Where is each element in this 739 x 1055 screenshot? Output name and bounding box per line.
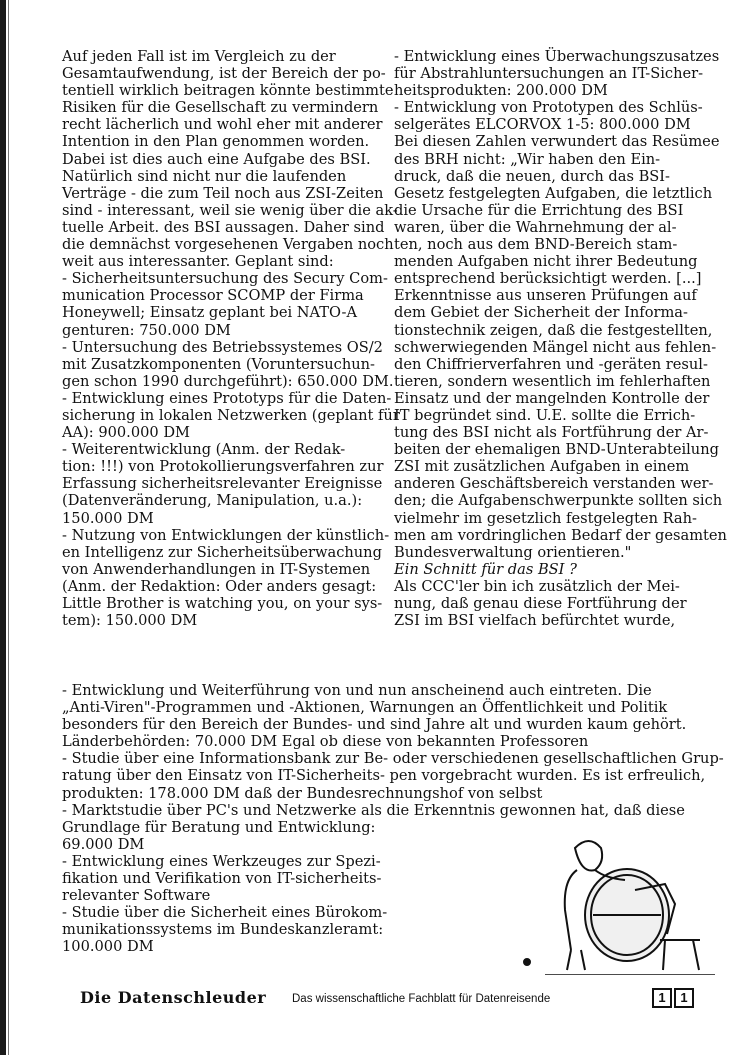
text-line: Als CCC'ler bin ich zusätzlich der Mei-: [394, 577, 680, 595]
text-line: - Marktstudie über PC's und Netzwerke als die Erkenntnis gewonnen hat, daß diese: [62, 801, 685, 819]
text-line: Bundesverwaltung orientieren.": [394, 543, 632, 561]
text-line: schwerwiegenden Mängel nicht aus fehlen-: [394, 338, 717, 356]
text-line: Little Brother is watching you, on your sys-: [62, 595, 383, 612]
text-line: AA): 900.000 DM: [62, 424, 190, 442]
text-line: Auf jeden Fall ist im Vergleich zu der: [62, 48, 336, 65]
text-line: tionstechnik zeigen, daß die festgestellten,: [394, 321, 713, 339]
text-line: entsprechend berücksichtigt werden. [...]: [394, 270, 702, 288]
text-line: vielmehr im gesetzlich festgelegten Rah-: [394, 509, 697, 527]
magazine-tagline: Das wissenschaftliche Fachblatt für Datenreisende: [292, 993, 551, 1005]
text-line: tuelle Arbeit. des BSI aussagen. Daher sind: [62, 218, 385, 236]
page-number: [652, 988, 694, 1008]
text-line: dem Gebiet der Sicherheit der Informa-: [394, 304, 688, 322]
text-line: gen schon 1990 durchgeführt): 650.000 DM.: [62, 372, 394, 390]
text-line: tion: !!!) von Protokollierungsverfahren zur: [62, 458, 384, 476]
text-line: den Chiffrierverfahren und -geräten resul-: [394, 355, 708, 373]
tail-two-column-lines: [62, 682, 724, 853]
text-line: Ein Schnitt für das BSI ?: [394, 560, 577, 578]
text-line: Natürlich sind nicht nur die laufenden: [62, 167, 347, 185]
text-line: Intention in den Plan genommen worden.: [62, 133, 370, 151]
text-line: Verträge - die zum Teil noch aus ZSI-Zeiten: [62, 184, 384, 202]
text-line: Grundlage für Beratung und Entwicklung:: [62, 818, 376, 836]
magazine-brand: Die Datenschleuder: [80, 988, 267, 1007]
text-line: selgerätes ELCORVOX 1-5: 800.000 DM: [394, 116, 691, 134]
text-line: den; die Aufgabenschwerpunkte sollten sich: [394, 492, 723, 510]
text-line: für Abstrahluntersuchungen an IT-Sicher-: [394, 65, 704, 83]
text-line: des BRH nicht: „Wir haben den Ein-: [394, 150, 661, 168]
page-digit: 1: [652, 988, 672, 1008]
text-line: fikation und Verifikation von IT-sicherheits-: [62, 870, 382, 888]
text-line: beiten der ehemaligen BND-Unterabteilung: [394, 441, 719, 459]
text-line: - Entwicklung eines Überwachungszusatzes: [394, 48, 720, 65]
left-column-bottom: [62, 853, 392, 956]
text-line: ratung über den Einsatz von IT-Sicherheits- pen vorgebracht wurden. Es ist erfreulich,: [62, 767, 706, 785]
text-line: - Studie über eine Informationsbank zur Be- oder verschiedenen gesellschaftlichen Grup-: [62, 750, 724, 768]
text-line: - Entwicklung eines Prototyps für die Daten-: [62, 389, 392, 407]
text-line: (Datenveränderung, Manipulation, u.a.):: [62, 492, 363, 510]
text-line: munication Processor SCOMP der Firma: [62, 287, 364, 305]
scan-edge: [0, 0, 6, 1055]
text-line: - Untersuchung des Betriebssystemes OS/2: [62, 338, 383, 356]
text-line: die Ursache für die Errichtung des BSI: [394, 201, 684, 219]
text-line: ZSI im BSI vielfach befürchtet wurde,: [394, 612, 676, 630]
text-line: - Nutzung von Entwicklungen der künstlich-: [62, 526, 390, 544]
text-line: Länderbehörden: 70.000 DM Egal ob diese von bekannten Professoren: [62, 733, 589, 751]
text-line: Einsatz und der mangelnden Kontrolle der: [394, 389, 710, 407]
text-line: die demnächst vorgesehenen Vergaben noch: [62, 236, 394, 254]
text-line: en Intelligenz zur Sicherheitsüberwachung: [62, 543, 382, 561]
text-line: - Studie über die Sicherheit eines Bürokom-: [62, 904, 388, 922]
text-line: Dabei ist dies auch eine Aufgabe des BSI.: [62, 150, 371, 168]
right-column: [394, 48, 729, 629]
text-line: anderen Geschäftsbereich verstanden wer-: [394, 475, 714, 493]
text-line: Honeywell; Einsatz geplant bei NATO-A: [62, 304, 358, 322]
text-line: menden Aufgaben nicht ihrer Bedeutung: [394, 253, 698, 271]
text-line: tem): 150.000 DM: [62, 612, 198, 630]
text-line: - Sicherheitsuntersuchung des Secury Com-: [62, 270, 388, 288]
text-line: men am vordringlichen Bedarf der gesamten: [394, 526, 727, 544]
text-line: waren, über die Wahrnehmung der al-: [394, 218, 677, 236]
text-line: Erfassung sicherheitsrelevanter Ereignisse: [62, 475, 383, 493]
text-line: Gesetz festgelegten Aufgaben, die letztlich: [394, 184, 713, 202]
text-line: ten, noch aus dem BND-Bereich stam-: [394, 236, 678, 254]
text-line: munikationssystems im Bundeskanzleramt:: [62, 921, 384, 939]
text-line: recht lächerlich und wohl eher mit anderer: [62, 116, 383, 134]
text-line: genturen: 750.000 DM: [62, 321, 231, 339]
text-line: - Entwicklung und Weiterführung von und nun anscheinend auch eintreten. Die: [62, 682, 652, 699]
text-line: 69.000 DM: [62, 835, 145, 853]
text-line: nung, daß genau diese Fortführung der: [394, 595, 687, 612]
text-line: - Entwicklung eines Werkzeuges zur Spezi-: [62, 853, 381, 870]
text-line: druck, daß die neuen, durch das BSI-: [394, 167, 670, 185]
text-line: Bei diesen Zahlen verwundert das Resümee: [394, 133, 720, 151]
text-line: Risiken für die Gesellschaft zu vermindern: [62, 99, 379, 117]
text-line: besonders für den Bereich der Bundes- und sind Jahre alt und wurden kaum gehört.: [62, 716, 687, 734]
text-line: 150.000 DM: [62, 509, 154, 527]
text-line: produkten: 178.000 DM daß der Bundesrechnungshof von selbst: [62, 784, 543, 802]
text-line: heitsprodukten: 200.000 DM: [394, 82, 608, 100]
text-line: „Anti-Viren"-Programmen und -Aktionen, Warnungen an Öffentlichkeit und Politik: [62, 699, 668, 717]
text-line: IT begründet sind. U.E. sollte die Errich-: [394, 406, 696, 424]
text-line: Gesamtaufwendung, ist der Bereich der po-: [62, 65, 386, 83]
text-line: - Weiterentwicklung (Anm. der Redak-: [62, 441, 346, 459]
text-line: 100.000 DM: [62, 938, 154, 956]
text-line: - Entwicklung von Prototypen des Schlüs-: [394, 99, 703, 117]
text-line: sind - interessant, weil sie wenig über die ak-: [62, 201, 398, 219]
page-digit: 1: [674, 988, 694, 1008]
text-line: tieren, sondern wesentlich im fehlerhaften: [394, 372, 711, 390]
text-line: weit aus interessanter. Geplant sind:: [62, 253, 334, 271]
text-line: relevanter Software: [62, 887, 211, 905]
text-line: tentiell wirklich beitragen könnte bestimmte: [62, 82, 394, 100]
text-line: ZSI mit zusätzlichen Aufgaben in einem: [394, 458, 690, 476]
text-line: sicherung in lokalen Netzwerken (geplant für: [62, 406, 400, 424]
text-line: tung des BSI nicht als Fortführung der Ar-: [394, 424, 709, 442]
man-grinding-wheel-illustration: [515, 830, 720, 975]
text-line: (Anm. der Redaktion: Oder anders gesagt:: [62, 577, 377, 595]
text-line: von Anwenderhandlungen in IT-Systemen: [62, 560, 371, 578]
text-line: Erkenntnisse aus unseren Prüfungen auf: [394, 287, 697, 305]
text-line: mit Zusatzkomponenten (Voruntersuchun-: [62, 355, 375, 373]
scan-edge-line: [8, 0, 9, 1055]
left-column: [62, 48, 400, 630]
